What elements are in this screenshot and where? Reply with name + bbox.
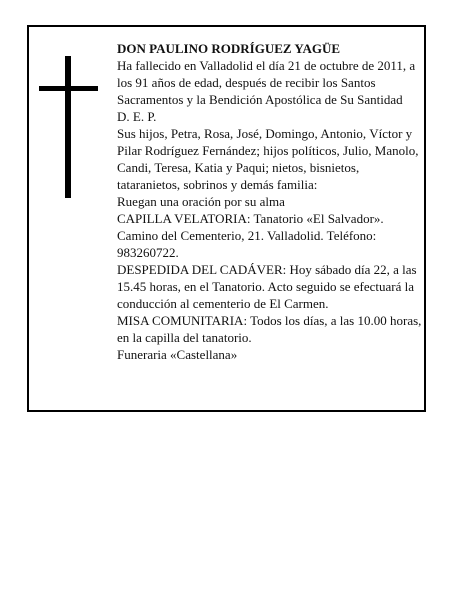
farewell-text: Hoy sábado día 22, a las 15.45 horas, en el Tanatorio. Acto seguido se efectuará la conducción al cementerio de El Carmen. xyxy=(117,262,417,311)
prayer-request: Ruegan una oración por su alma xyxy=(117,194,285,209)
mass-text: Todos los días, a las 10.00 horas, en la capilla del tanatorio. xyxy=(117,313,422,345)
deceased-name: DON PAULINO RODRÍGUEZ YAGÜE xyxy=(117,41,341,56)
farewell-label: DESPEDIDA DEL CADÁVER: xyxy=(117,262,287,277)
mass-label: MISA COMUNITARIA: xyxy=(117,313,248,328)
rest-in-peace: D. E. P. xyxy=(117,109,157,124)
funeral-home: Funeraria «Castellana» xyxy=(117,347,238,362)
chapel-text: Tanatorio «El Salvador». Camino del Cementerio, 21. Valladolid. Teléfono: 983260722. xyxy=(117,211,384,260)
obituary-text xyxy=(117,40,423,363)
death-announcement: Ha fallecido en Valladolid el día 21 de octubre de 2011, a los 91 años de edad, después de recibir los Santos Sacramentos y la Bendición Apostólica de Su Santidad xyxy=(117,58,416,107)
cross-vertical-bar xyxy=(65,56,71,198)
family-list: Sus hijos, Petra, Rosa, José, Domingo, Antonio, Víctor y Pilar Rodríguez Fernández; hijos políticos, Julio, Manolo, Candi, Teresa, Katia y Paqui; nietos, bisnietos, tataranietos, sobrinos y demás familia: xyxy=(117,126,419,192)
cross-horizontal-bar xyxy=(39,86,98,91)
obituary-notice xyxy=(27,25,426,412)
farewell-info xyxy=(117,261,423,312)
mass-info xyxy=(117,312,423,346)
chapel-label: CAPILLA VELATORIA: xyxy=(117,211,251,226)
chapel-info xyxy=(117,210,423,261)
